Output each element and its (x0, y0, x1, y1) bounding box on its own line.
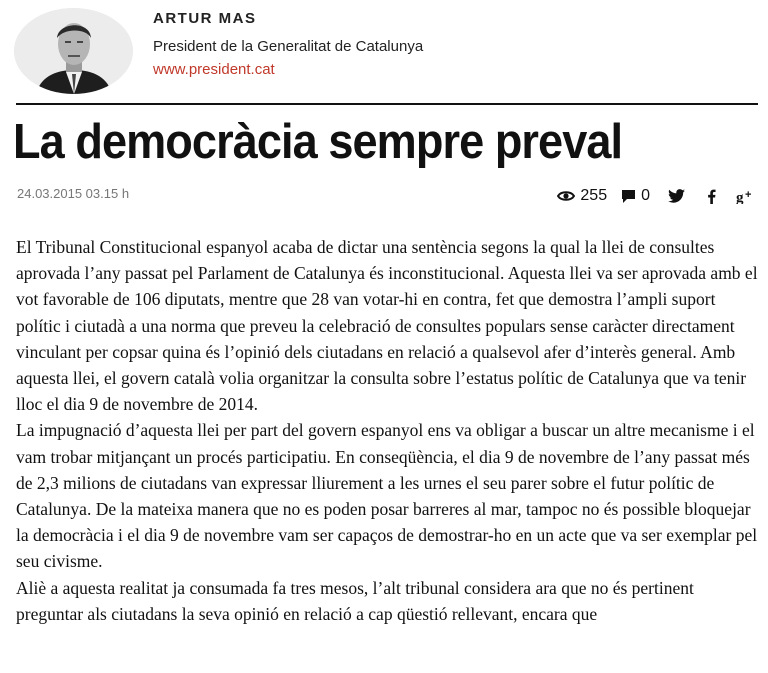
views-counter (557, 187, 607, 205)
comments-count: 0 (641, 187, 650, 204)
svg-text:g: g (736, 190, 744, 204)
article-paragraph: Aliè a aquesta realitat ja consumada fa tres mesos, l’alt tribunal considera ara que no és pertinent preguntar als ciutadans la seva opinió en relació a cap qüestió rellevant, encara que (16, 577, 694, 624)
comments-counter[interactable] (621, 187, 650, 205)
article-toolbar (557, 184, 754, 208)
article-date: 24.03.2015 03.15 h (17, 186, 130, 201)
facebook-icon[interactable] (707, 189, 716, 204)
article-body (16, 234, 760, 627)
author-website-link[interactable]: www.president.cat (153, 61, 275, 78)
twitter-icon[interactable] (668, 189, 685, 203)
eye-icon (557, 190, 575, 202)
views-count: 255 (580, 187, 608, 204)
svg-text:+: + (745, 189, 752, 201)
author-role: President de la Generalitat de Catalunya (153, 38, 424, 55)
article-paragraph: El Tribunal Constitucional espanyol acaba de dictar una sentència segons la qual la llei de consultes aprovada l’any passat pel Parlament de Catalunya és inconstitucional. Aquesta llei va ser aprovada amb el vot favorable de 106 diputats, mentre que 28 van votar-hi en contra, fet que demostra l’ampli suport polític i ciutadà a una norma que preveu la celebració de consultes populars sense caràcter directament vinculant per copsar quina és l’opinió dels ciutadans en relació a qualsevol afer d’interès general. Amb aquesta llei, el govern català volia organitzar la consulta sobre l’estatus polític de Catalunya que va tenir lloc el dia 9 de novembre de 2014. (16, 237, 758, 415)
header-divider (16, 103, 758, 105)
google-plus-icon[interactable] (736, 188, 754, 204)
author-name: ARTUR MAS (153, 10, 257, 27)
comment-icon (621, 189, 636, 204)
article-paragraph: La impugnació d’aquesta llei per part del govern espanyol ens va obligar a buscar un altre mecanisme i el vam trobar mitjançant un procés participatiu. En conseqüència, el dia 9 de novembre de l’any passat més de 2,3 milions de ciutadans van expressar lliurement a les urnes el seu parer sobre el futur polític de Catalunya. De la mateixa manera que no es poden posar barreres al mar, tampoc no és possible bloquejar la democràcia i el dia 9 de novembre vam ser capaços de demostrar-ho en un acte que va ser exemplar pel seu civisme. (16, 420, 758, 572)
author-avatar (14, 8, 133, 94)
article-title: La democràcia sempre preval (13, 115, 623, 169)
